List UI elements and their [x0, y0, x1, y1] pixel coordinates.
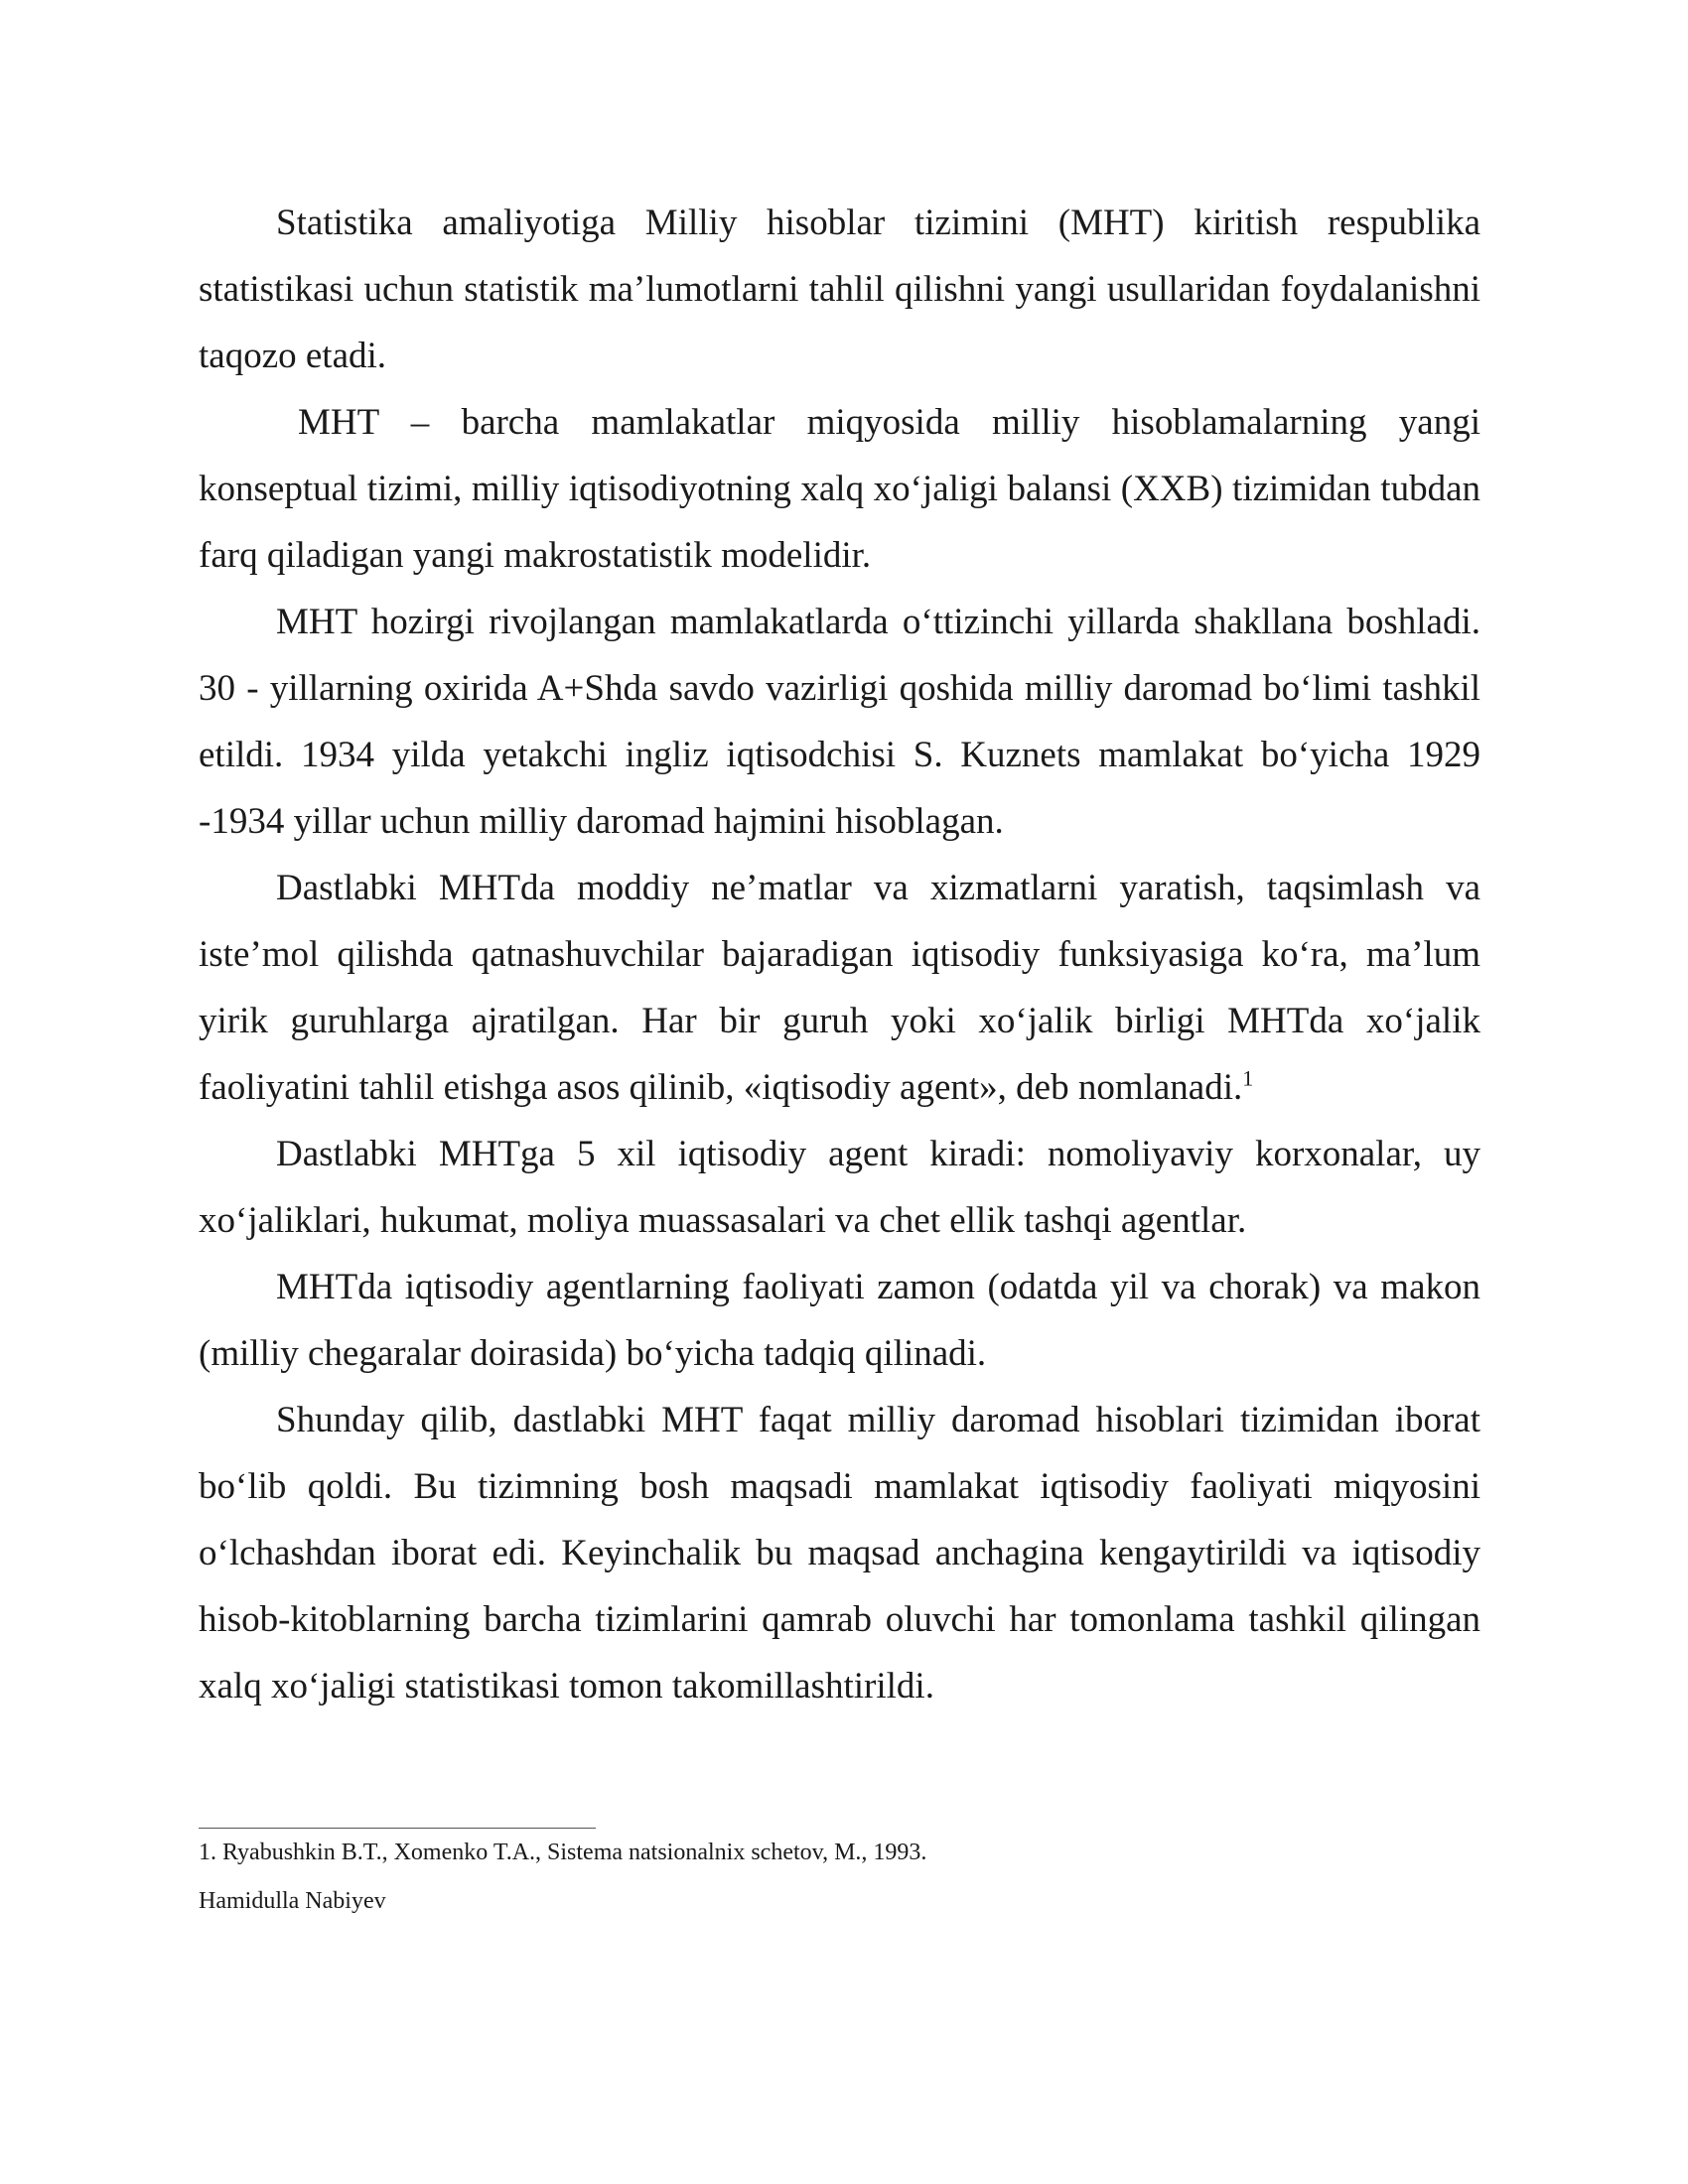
paragraph-1: Statistika amaliyotiga Milliy hisoblar tizimini (MHT) kiritish respublika statistikasi uchun statistik ma’lumotlarni tahlil qilishni yangi usullaridan foydalanishni taqozo etadi.	[199, 203, 1480, 376]
paragraph-6: MHTda iqtisodiy agentlarning faoliyati zamon (odatda yil va chorak) va makon (milliy chegaralar doirasida) bo‘yicha tadqiq qilinadi.	[199, 1267, 1480, 1374]
body-text	[199, 190, 1480, 1719]
paragraph-4-text: Dastlabki MHTda moddiy ne’matlar va xizmatlarni yaratish, taqsimlash va iste’mol qilishda qatnashuvchilar bajaradigan iqtisodiy funksiyasiga ko‘ra, ma’lum yirik guruhlarga ajratilgan. Har bir guruh yoki xo‘jalik birligi MHTda xo‘jalik faoliyatini tahlil etishga asos qilinib, «iqtisodiy agent», deb nomlanadi.	[199, 868, 1480, 1108]
paragraph-5: Dastlabki MHTga 5 xil iqtisodiy agent kiradi: nomoliyaviy korxonalar, uy xo‘jaliklari, hukumat, moliya muassasalari va chet ellik tashqi agentlar.	[199, 1134, 1480, 1241]
footnote-divider	[199, 1828, 596, 1829]
footnote-reference[interactable]: 1	[1242, 1065, 1254, 1091]
paragraph-7: Shunday qilib, dastlabki MHT faqat milliy daromad hisoblari tizimidan iborat bo‘lib qoldi. Bu tizimning bosh maqsadi mamlakat iqtisodiy faoliyati miqyosini o‘lchashdan iborat edi. Keyinchalik bu maqsad anchagina kengaytirildi va iqtisodiy hisob-kitoblarning barcha tizimlarini qamrab oluvchi har tomonlama tashkil qilingan xalq xo‘jaligi statistikasi tomon takomillashtirildi.	[199, 1400, 1480, 1706]
author-name: Hamidulla Nabiyev	[199, 1888, 386, 1914]
paragraph-3: MHT hozirgi rivojlangan mamlakatlarda o‘ttizinchi yillarda shakllana boshladi. 30 - yillarning oxirida A+Shda savdo vazirligi qoshida milliy daromad bo‘limi tashkil etildi. 1934 yilda yetakchi ingliz iqtisodchisi S. Kuznets mamlakat bo‘yicha 1929 -1934 yillar uchun milliy daromad hajmini hisoblagan.	[199, 602, 1480, 842]
paragraph-4	[199, 855, 1480, 1121]
footnote: 1. Ryabushkin B.T., Xomenko T.A., Sistema natsionalnix schetov, M., 1993.	[199, 1840, 927, 1865]
paragraph-2: MHT – barcha mamlakatlar miqyosida milliy hisoblamalarning yangi konseptual tizimi, milliy iqtisodiyotning xalq xo‘jaligi balansi (XXB) tizimidan tubdan farq qiladigan yangi makrostatistik modelidir.	[199, 402, 1480, 576]
